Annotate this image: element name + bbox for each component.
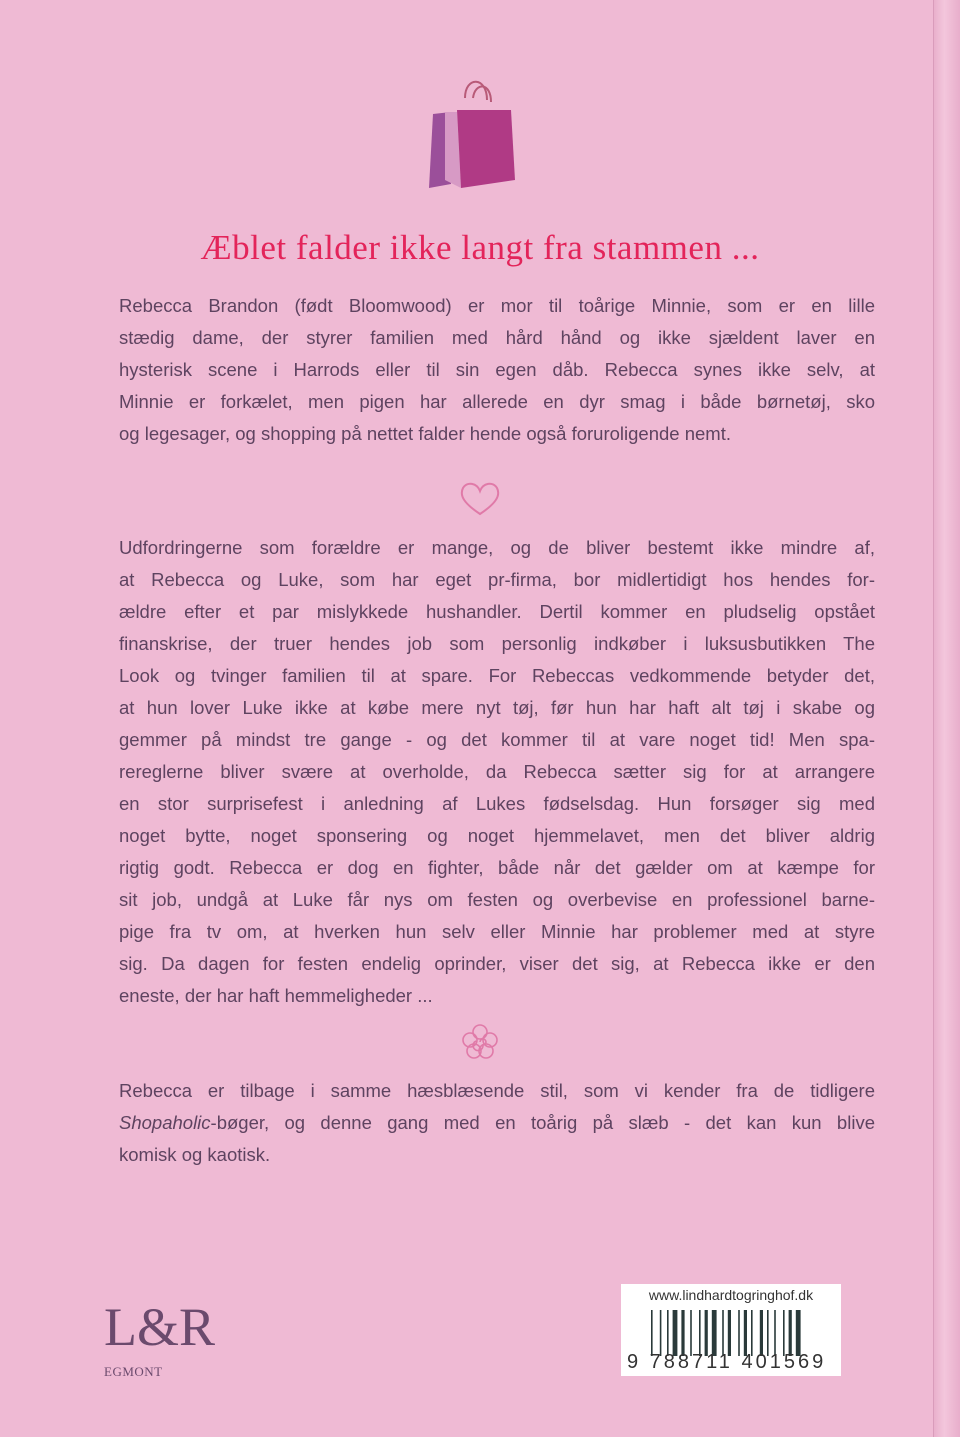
publisher-logo-mark: L&R (104, 1297, 216, 1357)
text-line: at hun lover Luke ikke at købe mere nyt tøj, før hun har haft alt tøj i skabe og (119, 697, 875, 718)
publisher-url: www.lindhardtogringhof.dk (648, 1287, 814, 1303)
isbn-number: 9 788711 401569 (627, 1351, 827, 1373)
series-title: Shopaholic (119, 1112, 211, 1133)
barcode-bars (651, 1310, 831, 1356)
text-line-rest: -bøger, og denne gang med en toårig på slæb - det kan kun blive (210, 1112, 875, 1133)
text-line: rigtig godt. Rebecca er dog en fighter, både når det gælder om at kæmpe for (119, 857, 875, 878)
text-line: gemmer på mindst tre gange - og det kommer til at vare noget tid! Men spa- (119, 729, 875, 750)
text-line: komisk og kaotisk. (119, 1144, 271, 1165)
publisher-name: EGMONT (104, 1364, 163, 1379)
book-spine-edge (933, 0, 960, 1437)
text-line: ældre efter et par mislykkede hushandler. Dertil kommer en pludselig opstået (119, 601, 875, 622)
text-line: stædig dame, der styrer familien med hård hånd og ikke sjældent laver en (119, 327, 875, 348)
text-line: finanskrise, der truer hendes job som personlig indkøber i luksusbutikken The (119, 633, 875, 654)
text-line: hysterisk scene i Harrods eller til sin egen dåb. Rebecca synes ikke selv, at (119, 359, 875, 380)
text-line: Udfordringerne som forældre er mange, og de bliver bestemt ikke mindre af, (119, 537, 875, 558)
text-line: Rebecca Brandon (født Bloomwood) er mor til toårige Minnie, som er en lille (119, 295, 875, 316)
blurb-paragraph-1 (119, 290, 875, 450)
text-line: Look og tvinger familien til at spare. For Rebeccas vedkommende betyder det, (119, 665, 875, 686)
text-line: sig. Da dagen for festen endelig oprinder, viser det sig, at Rebecca ikke er den (119, 953, 875, 974)
text-line: at Rebecca og Luke, som har eget pr-firma, bor midlertidigt hos hendes for- (119, 569, 875, 590)
text-line (119, 1107, 875, 1139)
tagline-heading: Æblet falder ikke langt fra stammen ... (200, 228, 760, 267)
text-line: noget bytte, noget sponsering og noget hjemmelavet, men det bliver aldrig (119, 825, 875, 846)
blurb-paragraph-2 (119, 532, 875, 1012)
text-line: Minnie er forkælet, men pigen har allerede en dyr smag i både børnetøj, sko (119, 391, 875, 412)
isbn-barcode (621, 1284, 841, 1376)
blurb-paragraph-3 (119, 1075, 875, 1171)
heart-icon (455, 478, 505, 518)
text-line: en stor surprisefest i anledning af Lukes fødselsdag. Hun forsøger sig med (119, 793, 875, 814)
text-line: Rebecca er tilbage i samme hæsblæsende stil, som vi kender fra de tidligere (119, 1080, 875, 1101)
shopping-bag-icon (425, 76, 515, 196)
text-line: sit job, undgå at Luke får nys om festen og overbevise en professionel barne- (119, 889, 875, 910)
text-line: og legesager, og shopping på nettet falder hende også foruroligende nemt. (119, 423, 731, 444)
text-line: rereglerne bliver svære at overholde, da Rebecca sætter sig for at arrangere (119, 761, 875, 782)
text-line: pige fra tv om, at hverken hun selv eller Minnie har problemer med at styre (119, 921, 875, 942)
flower-icon (455, 1022, 505, 1062)
publisher-logo (104, 1297, 216, 1380)
text-line: eneste, der har haft hemmeligheder ... (119, 985, 433, 1006)
